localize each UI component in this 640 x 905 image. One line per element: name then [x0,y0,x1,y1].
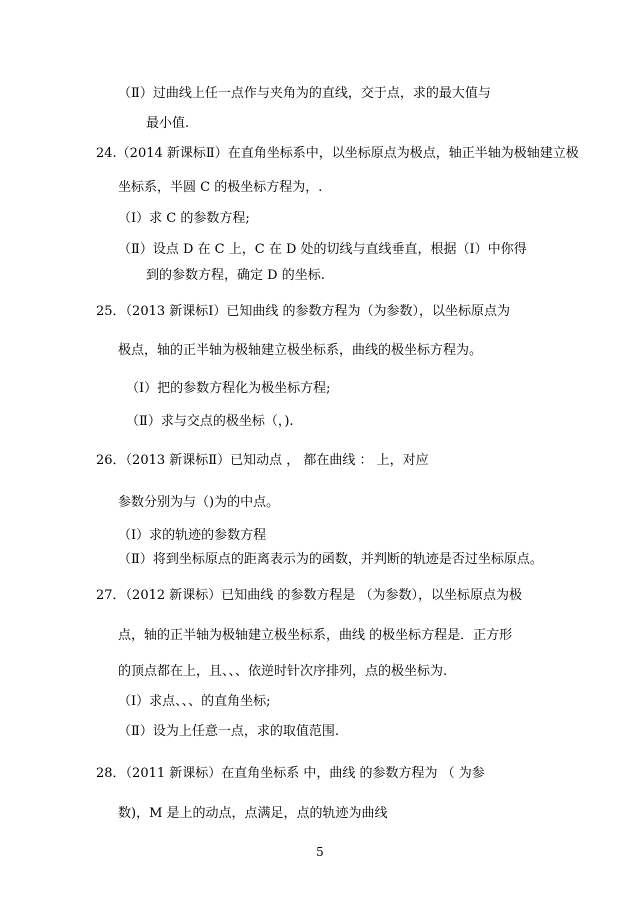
q26-stem-line1: 26．（2013 新课标Ⅱ）已知动点 ， 都在曲线 ： 上，对应 [96,453,429,468]
q28-stem-line1: 28．（2011 新课标）在直角坐标系 中，曲线 的参数方程为 （ 为参 [96,766,485,781]
q23-part2-line1: （Ⅱ）过曲线上任一点作与夹角为的直线，交于点，求的最大值与 [118,86,491,101]
q23-part2-line2: 最小值. [146,116,190,131]
q24-part1: （Ⅰ）求 C 的参数方程; [118,211,250,226]
q24-part2-line2: 到的参数方程，确定 D 的坐标. [146,268,325,283]
q24-part2-line1: （Ⅱ）设点 D 在 C 上，C 在 D 处的切线与直线垂直，根据（Ⅰ）中你得 [118,242,527,257]
q26-part2: （Ⅱ）将到坐标原点的距离表示为的函数，并判断的轨迹是否过坐标原点。 [118,552,543,567]
q27-part2: （Ⅱ）设为上任意一点，求的取值范围. [118,724,339,739]
q27-stem-line3: 的顶点都在上，且、、、依逆时针次序排列，点的极坐标为. [118,664,448,679]
q26-stem-line2: 参数分别为与（)为的中点。 [118,495,280,510]
q25-part2: （Ⅱ）求与交点的极坐标（，). [126,414,294,429]
q25-part1: （Ⅰ）把的参数方程化为极坐标方程; [126,381,331,396]
q27-stem-line1: 27．（2012 新课标）已知曲线 的参数方程是 （为参数），以坐标原点为极 [96,588,523,603]
q24-stem-line1: 24.（2014 新课标Ⅱ）在直角坐标系中，以坐标原点为极点，轴正半轴为极轴建立极 [96,146,579,161]
page-number: 5 [316,845,324,859]
q26-part1: （Ⅰ）求的轨迹的参数方程 [118,528,267,543]
q25-stem-line2: 极点，轴的正半轴为极轴建立极坐标系，曲线的极坐标方程为。 [118,343,483,358]
q24-stem-line2: 坐标系，半圆 C 的极坐标方程为，. [118,180,323,195]
q25-stem-line1: 25．（2013 新课标Ⅰ）已知曲线 的参数方程为（为参数），以坐标原点为 [96,304,511,319]
q27-stem-line2: 点，轴的正半轴为极轴建立极坐标系，曲线 的极坐标方程是．正方形 [118,628,513,643]
q28-stem-line2: 数)，M 是上的动点，点满足，点的轨迹为曲线 [118,806,388,821]
q27-part1: （Ⅰ）求点、、、的直角坐标; [118,694,271,709]
